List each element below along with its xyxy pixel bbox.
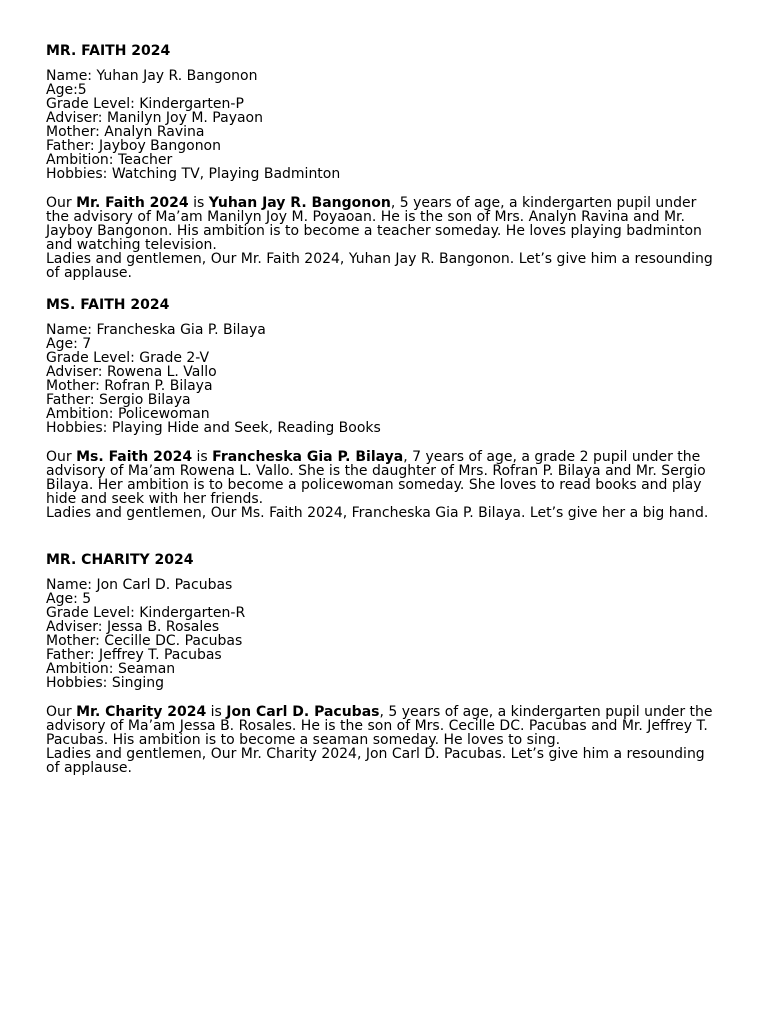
info-name: Name: Jon Carl D. Pacubas [46, 577, 233, 593]
closing-text: Ladies and gentlemen, Our Mr. Charity 2024, Jon Carl D. Pacubas. Let’s give him a resounding of applause. [46, 746, 705, 776]
intro-title-bold: Ms. Faith 2024 [76, 449, 193, 465]
intro-rest: , 5 years of age, a kindergarten pupil under the advisory of Ma’am Jessa B. Rosales. He is the son of Mrs. Cecille DC. Pacubas and Mr. Jeffrey T. Pacubas. His ambition is to become a seaman someday. He loves to sing. [46, 704, 713, 748]
intro-text [46, 450, 722, 506]
info-adviser: Adviser: Rowena L. Vallo [46, 364, 217, 380]
info-father: Father: Sergio Bilaya [46, 392, 191, 408]
info-mother: Mother: Cecille DC. Pacubas [46, 633, 243, 649]
profile-info-mr-faith [46, 69, 340, 181]
closing-text: Ladies and gentlemen, Our Ms. Faith 2024, Francheska Gia P. Bilaya. Let’s give her a big hand. [46, 505, 709, 521]
intro-our: Our [46, 195, 77, 211]
info-father: Father: Jeffrey T. Pacubas [46, 647, 222, 663]
intro-is: is [188, 195, 209, 211]
info-hobbies: Hobbies: Singing [46, 675, 165, 691]
intro-is: is [192, 449, 213, 465]
intro-our: Our [46, 704, 77, 720]
info-age: Age: 7 [46, 336, 92, 352]
info-hobbies: Hobbies: Watching TV, Playing Badminton [46, 166, 341, 182]
info-adviser: Adviser: Jessa B. Rosales [46, 619, 220, 635]
intro-paragraph-mr-faith [46, 196, 722, 280]
intro-our: Our [46, 449, 77, 465]
section-title-mr-faith: MR. FAITH 2024 [46, 43, 171, 59]
info-grade-level: Grade Level: Kindergarten-R [46, 605, 246, 621]
intro-is: is [206, 704, 227, 720]
intro-name-bold: Yuhan Jay R. Bangonon [208, 195, 391, 211]
info-hobbies: Hobbies: Playing Hide and Seek, Reading Books [46, 420, 381, 436]
info-ambition: Ambition: Policewoman [46, 406, 210, 422]
info-grade-level: Grade Level: Kindergarten-P [46, 96, 244, 112]
intro-name-bold: Francheska Gia P. Bilaya [212, 449, 404, 465]
info-age: Age: 5 [46, 591, 92, 607]
intro-text [46, 705, 722, 747]
info-name: Name: Yuhan Jay R. Bangonon [46, 68, 258, 84]
info-ambition: Ambition: Seaman [46, 661, 176, 677]
info-adviser: Adviser: Manilyn Joy M. Payaon [46, 110, 263, 126]
info-mother: Mother: Analyn Ravina [46, 124, 205, 140]
info-ambition: Ambition: Teacher [46, 152, 173, 168]
profile-info-ms-faith [46, 323, 381, 435]
intro-rest: , 5 years of age, a kindergarten pupil under the advisory of Ma’am Manilyn Joy M. Poyaoan. He is the son of Mrs. Analyn Ravina and Mr. Jayboy Bangonon. His ambition is to become a teacher someday. He loves playing badminton and watching television. [46, 195, 702, 253]
intro-rest: , 7 years of age, a grade 2 pupil under the advisory of Ma’am Rowena L. Vallo. She is the daughter of Mrs. Rofran P. Bilaya and Mr. Sergio Bilaya. Her ambition is to become a policewoman someday. She loves to read books and play hide and seek with her friends. [46, 449, 706, 507]
info-age: Age:5 [46, 82, 87, 98]
info-grade-level: Grade Level: Grade 2-V [46, 350, 210, 366]
intro-name-bold: Jon Carl D. Pacubas [226, 704, 380, 720]
intro-title-bold: Mr. Faith 2024 [76, 195, 189, 211]
profile-info-mr-charity [46, 578, 245, 690]
info-father: Father: Jayboy Bangonon [46, 138, 221, 154]
closing-text: Ladies and gentlemen, Our Mr. Faith 2024, Yuhan Jay R. Bangonon. Let’s give him a resounding of applause. [46, 251, 713, 281]
intro-title-bold: Mr. Charity 2024 [76, 704, 207, 720]
intro-text [46, 196, 722, 252]
info-mother: Mother: Rofran P. Bilaya [46, 378, 213, 394]
section-title-ms-faith: MS. FAITH 2024 [46, 297, 170, 313]
intro-paragraph-mr-charity [46, 705, 722, 775]
info-name: Name: Francheska Gia P. Bilaya [46, 322, 266, 338]
section-title-mr-charity: MR. CHARITY 2024 [46, 552, 194, 568]
intro-paragraph-ms-faith [46, 450, 722, 520]
